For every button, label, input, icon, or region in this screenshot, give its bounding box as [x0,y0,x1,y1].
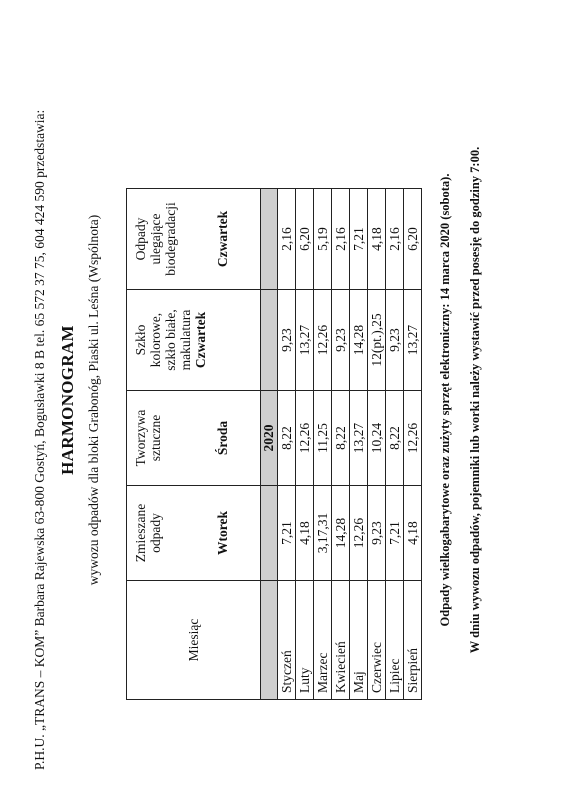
date-cell: 6,20 [404,189,422,290]
table-row [296,189,314,700]
label-line: ulegające [148,213,163,265]
schedule-document [18,20,538,780]
column-label [127,486,163,580]
document-subtitle: wywozu odpadów dla bloki Grabonóg, Piaski ul. Leśna (Wspólnota) [86,214,101,586]
year-label: 2020 [261,391,278,486]
date-cell: 9,23 [278,290,296,391]
date-cell: 7,21 [350,189,368,290]
label-line: sztuczne [148,414,163,462]
date-cell: 13,27 [296,290,314,391]
month-cell: Luty [296,581,314,700]
date-cell: 12,26 [296,391,314,486]
month-cell: Lipiec [386,581,404,700]
label-line: biodegradacji [163,202,178,276]
date-cell: 7,21 [278,486,296,581]
date-cell: 12,26 [350,486,368,581]
label-line: szkło białe, [163,309,178,371]
date-cell: 4,18 [404,486,422,581]
column-header-mixed [127,486,261,581]
month-cell: Styczeń [278,581,296,700]
date-cell: 12,26 [404,391,422,486]
month-cell: Maj [350,581,368,700]
table-header-row [127,189,261,700]
date-cell: 9,23 [386,290,404,391]
table-row [314,189,332,700]
date-cell: 2,16 [278,189,296,290]
column-header-plastics [127,391,261,486]
date-cell: 8,22 [386,391,404,486]
date-cell: 6,20 [296,189,314,290]
date-cell: 4,18 [368,189,386,290]
date-cell: 9,23 [332,290,350,391]
year-cell-empty [261,189,278,290]
date-cell: 14,28 [332,486,350,581]
column-day: Czwartek [215,210,230,268]
table-row [368,189,386,700]
label-line: Tworzywa [133,409,148,467]
label-line: Zmieszane [133,503,148,563]
month-column-header: Miesiąc [127,581,261,700]
year-cell-empty [261,290,278,391]
date-cell: 13,27 [404,290,422,391]
column-day: Czwartek [193,311,208,369]
year-row [261,189,278,700]
date-cell: 12(pt.),25 [368,290,386,391]
column-day: Wtorek [215,511,230,555]
label-line: kolorowe, [148,312,163,368]
date-cell: 2,16 [332,189,350,290]
date-cell: 11,25 [314,391,332,486]
label-line: Odpady [133,217,148,261]
company-header: P.H.U. „TRANS – KOM” Barbara Rajewska 63-800 Gostyń, Bogusławki 8 B tel. 65 572 37 75, 604 424 590 przedstawia: [32,109,47,770]
month-cell: Marzec [314,581,332,700]
table-row [350,189,368,700]
date-cell: 8,22 [278,391,296,486]
column-header-glass-paper [127,290,261,391]
column-header-bio [127,189,261,290]
year-cell-empty [261,581,278,700]
label-line: odpady [148,513,163,553]
table-row [404,189,422,700]
table-row [386,189,404,700]
date-cell: 7,21 [386,486,404,581]
date-cell: 2,16 [386,189,404,290]
label-line: Szkło [133,324,148,356]
year-cell-empty [261,486,278,581]
month-cell: Czerwiec [368,581,386,700]
date-cell: 4,18 [296,486,314,581]
date-cell: 8,22 [332,391,350,486]
date-cell: 9,23 [368,486,386,581]
column-label [127,391,163,485]
label-line: makulatura [178,309,193,371]
date-cell: 14,28 [350,290,368,391]
table-row [278,189,296,700]
column-label [127,189,178,289]
bulky-waste-note: Odpady wielkogabarytowe oraz zużyty sprzęt elektroniczny: 14 marca 2020 (sobota). [438,173,452,627]
month-cell: Sierpień [404,581,422,700]
date-cell: 13,27 [350,391,368,486]
month-cell: Kwiecień [332,581,350,700]
column-day: Środa [215,420,230,456]
column-label [127,290,193,390]
document-title: HARMONOGRAM [58,325,77,475]
date-cell: 10,24 [368,391,386,486]
date-cell: 12,26 [314,290,332,391]
collection-time-note: W dniu wywozu odpadów, pojemniki lub worki należy wystawić przed posesję do godziny 7:00. [468,146,482,654]
date-cell: 3,17,31 [314,486,332,581]
date-cell: 5,19 [314,189,332,290]
table-row [332,189,350,700]
schedule-table [126,188,422,700]
